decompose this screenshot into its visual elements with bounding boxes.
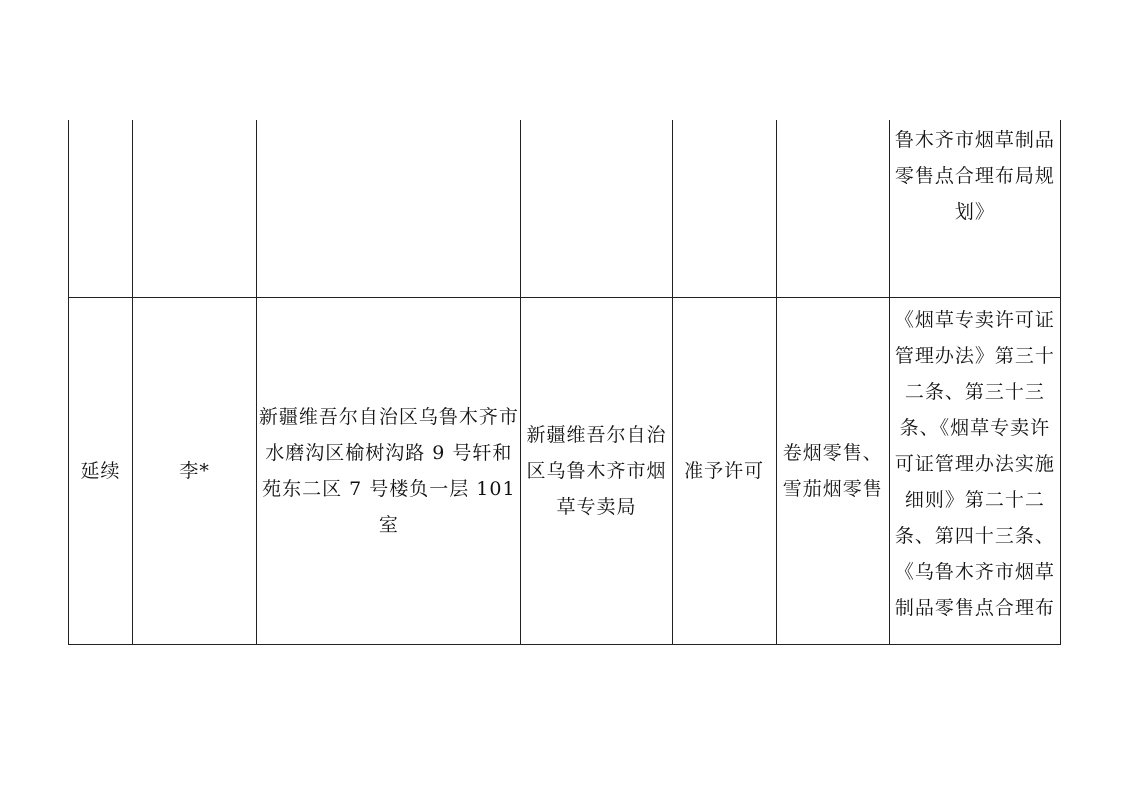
table-row — [69, 120, 1061, 297]
license-table — [68, 120, 1061, 645]
cell-scope — [776, 297, 889, 644]
address-text: 新疆维吾尔自治区乌鲁木齐市水磨沟区榆树沟路 9 号轩和苑东二区 7 号楼负一层 101 室 — [258, 405, 519, 536]
cell-basis — [889, 297, 1060, 644]
basis-text: 《烟草专卖许可证管理办法》第三十二条、第三十三条、《烟草专卖许可证管理办法实施细则》第二十二条、第四十三条、《乌鲁木齐市烟草制品零售点合理布 — [894, 308, 1055, 619]
cell-type — [69, 120, 133, 297]
cell-basis — [889, 120, 1060, 297]
basis-text: 鲁木齐市烟草制品零售点合理布局规划》 — [894, 129, 1055, 223]
cell-type — [69, 297, 133, 644]
scope-text: 卷烟零售、雪茄烟零售 — [782, 441, 883, 500]
cell-name — [133, 297, 257, 644]
cell-scope — [776, 120, 889, 297]
cell-authority — [521, 120, 672, 297]
cell-decision — [672, 297, 776, 644]
authority-text: 新疆维吾尔自治区乌鲁木齐市烟草专卖局 — [526, 423, 667, 518]
cell-name — [133, 120, 257, 297]
decision-text: 准予许可 — [684, 459, 765, 482]
name-text: 李* — [179, 459, 210, 482]
cell-decision — [672, 120, 776, 297]
cell-address — [257, 120, 521, 297]
cell-address — [257, 297, 521, 644]
cell-authority — [521, 297, 672, 644]
type-text: 延续 — [80, 459, 121, 482]
table-row — [69, 297, 1061, 644]
